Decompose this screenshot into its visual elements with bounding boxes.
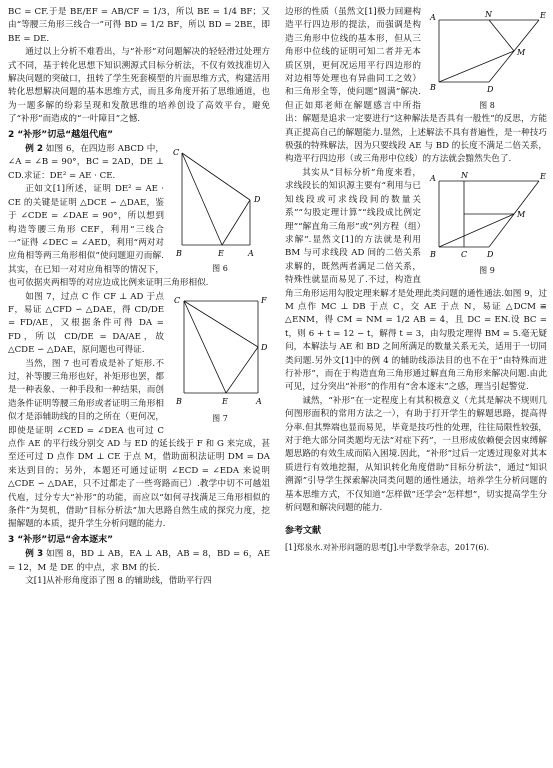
figure-7-diagram [170, 293, 270, 413]
figure-8-caption: 图 8 [479, 101, 495, 110]
vertex-label: E [218, 249, 224, 259]
references-heading: 参考文献 [285, 526, 322, 537]
figure-9 [427, 169, 547, 276]
vertex-label: N [485, 10, 492, 19]
vertex-label: C [461, 249, 468, 259]
vertex-label: E [540, 11, 546, 20]
section-heading-3: 3 “补形”切忌“舍本逐末” [8, 534, 114, 545]
paragraph: 诚然，“补形”在一定程度上有其积极意义（尤其是解决不规则几何图形面积的常用方法之一），有助于打开学生的解题思路，提高得分率.但其弊端也显而易见，毕竟是技巧性的处理，往往局限性较强，对于绝大部分同类题均无法“对症下药”，一旦形成依赖便会因束缚解题思路的有效生成而陷入困境.因此，“补形”过后一定透过现象对其本质进行有效地挖掘，从知识转化角度借助“目标分析法”，通过“知识溯源”引导学生探索解决同类问题的通性通法，培养学生分析问题的基本思维方式，不仅知道“怎样做”还学会“怎样想”，切实提高学生分析问题和解决问题的能力. [285, 395, 547, 514]
right-column [285, 6, 547, 554]
vertex-label: D [487, 249, 494, 259]
vertex-label: B [176, 249, 182, 259]
paragraph: 通过以上分析不难看出，与“补形”对问题解决的轻轻滑过处理方式不同，基于转化思想下知识溯源式目标分析法，不仅有效找准切入解决问题的突破口，扭转了学生死套模型的片面思维方式，构建活用转化思想解决问题的基本思维方式，而且多角度开拓了思维通道，也为一题多解的纷彩呈现和发散思维的培养创设了高效平台，避免了“补形”而造成的“一叶障目”之憾. [8, 47, 270, 125]
vertex-label: F [261, 295, 267, 305]
vertex-label: A [430, 13, 436, 22]
vertex-label: N [461, 170, 468, 180]
example-label: 例 3 [25, 549, 44, 560]
section-heading-2: 2 “补形”切忌“越俎代庖” [8, 129, 114, 140]
paragraph: 边形的性质（虽然文[1]极力回避构造平行四边形的提法，而强调是构造三角形中位线的基本形，但从三角形中位线的证明可知二者并无本质区别，更何况运用平行四边形的对边相等处理也有异曲同工之效）和三角形全等，使问题“圆满”解决.但正如郑老师在解题感言中所指出：解题是追求一定要进行“这种解法是否具有一般性”的反思，方能真正提高自己的解题能力.显然，上述解法不具有普遍性，是一种技巧极强的特殊解法，因为只要线段 AE 与 BD 的长度不满足二倍关系，构造平行四边形（或三角形中位线）的方法就会黯然失色了. [285, 7, 547, 165]
example-text: 如图 6，在四边形 ABCD 中，∠A = ∠B = 90°，BC = 2AD，DE ⊥ CD.求证：DE² = AE · CE. [8, 144, 164, 181]
figure-8-diagram [427, 8, 547, 100]
vertex-label: A [430, 173, 436, 183]
vertex-label: A [256, 396, 262, 406]
paragraph: 当然，图 7 也可看成是补了矩形.不过，补等腰三角形也好，补矩形也罢，都是一种表象、一种手段和一种结果，而创造条件证明等腰三角形或者证明三角形相似才是添辅助线的目的之所在（更何况，即使是证明 ∠CED = ∠DEA 也可过 C 点作 AE 的平行线分别交 AD 与 ED 的延长线于 F 和 G 来完成，甚至还可过 D 点作 DM ⊥ CE 于点 M，借助面积法证明 DM = DA 来达到目的；另外，本题还可通过证明 ∠ECD = ∠EDA 来说明 △CDE ∽ △DAE，只不过都走了一些弯路而已）.教学中切不可越俎代庖，过分专大“补形”的功能，而应以“如何寻找满足三角形相似的条件”为契机，借助“目标分析法”加大思路自然生成的探究力度，挖掘解题的本质，提升学生分析问题的能力. [8, 358, 270, 530]
figure-9-caption: 图 9 [479, 265, 495, 275]
paragraph: 其实从“目标分析”角度来看，求线段长的知识源主要有“利用与已知线段或可求线段间的数量关系”“勾股定理计算”“线段成比例定理”“解直角三角形”或“列方程（组）求解”.显然文[1]的方法就是利用 BM 与可求线段 AD 间的二倍关系求解的，既然两者满足二倍关系，特殊性就显而易见了.不过，构造直角三角形运用勾股定理来解才是处理此类问题的通性通法.如图 9，过 M 点作 MC ⊥ DB 于点 C，交 AE 于点 N，易证 △DCM ≌ △ENM，得 CM = NM = 1/2 AB = 4，且 DC = EN.设 BC = t，则 6 + t = 12 − t，解得 t = 3，由勾股定理得 BM = 5.毫无疑问，本解法与 AE 和 BD 之间所满足的数量关系无关，适用于一切同类问题.另外文[1]中的例 4 的辅助线添法目的也不在于“由特殊而进行补形”，而在于构造直角三角形通过解直角三角形来解决问题.由此可见，过分突出“补形”的作用有“舍本逐末”之感，理当引起警觉. [285, 167, 547, 393]
figure-6-caption: 图 6 [212, 264, 228, 274]
paragraph: BC = CF.于是 BE/EF = AB/CF = 1/3，所以 BE = 1/4 BF；又由“等腰三角形三线合一”可得 BD = 1/2 BF，所以 BD = 2BE，即 BE = DE. [8, 7, 270, 44]
vertex-label: M [517, 209, 526, 219]
example-label: 例 2 [25, 144, 43, 155]
vertex-label: E [222, 396, 228, 406]
vertex-label: B [430, 83, 436, 92]
figure-7 [170, 293, 270, 424]
example-3 [8, 548, 270, 575]
vertex-label: B [176, 396, 182, 406]
paragraph: 如图 7，过点 C 作 CF ⊥ AD 于点 F，易证 △CFD ∽ △DAE，得 CD/DE = FD/AE，又根据条件可得 DA = FD，所以 CD/DE = DA/AE，故 △CDE ∽ △DAE，原问题也可得证. [8, 291, 164, 356]
figure-8 [427, 8, 547, 111]
vertex-label: M [517, 48, 526, 57]
vertex-label: E [540, 171, 546, 181]
vertex-label: D [254, 195, 261, 205]
vertex-label: D [487, 85, 494, 94]
paragraph: 文[1]从补形角度添了图 8 的辅助线，借助平行四 [25, 576, 212, 587]
paragraph: 正如文[1]所述，证明 DE² = AE · CE 的关键是证明 △DCE ∽ △DAE，鉴于 ∠CDE = ∠DAE = 90°，所以想到构造等腰三角形 CEF，利用“三线合一”证得 ∠DEC = ∠AED，利用“两对对应角相等两三角形相似”使问题迎刃而解.其实，在已知一对对应角相等的情况下，也可依据夹两相等的对应边成比例来证明三角形相似. [8, 184, 209, 289]
figure-7-caption: 图 7 [212, 413, 228, 423]
example-text: 如图 8，BD ⊥ AB，EA ⊥ AB，AB = 8，BD = 6，AE = 12，M 是 DE 的中点，求 BM 的长. [8, 549, 270, 573]
vertex-label: C [173, 148, 180, 158]
vertex-label: A [248, 249, 254, 259]
figure-6-diagram [170, 145, 270, 263]
vertex-label: B [430, 249, 436, 259]
vertex-label: C [174, 295, 181, 305]
figure-6 [170, 145, 270, 274]
vertex-label: D [261, 342, 268, 352]
left-column [8, 6, 270, 588]
reference-item: [1]郑泉水.对补形问题的思考[J].中学数学杂志，2017(6). [285, 542, 490, 552]
figure-9-diagram [427, 169, 547, 265]
